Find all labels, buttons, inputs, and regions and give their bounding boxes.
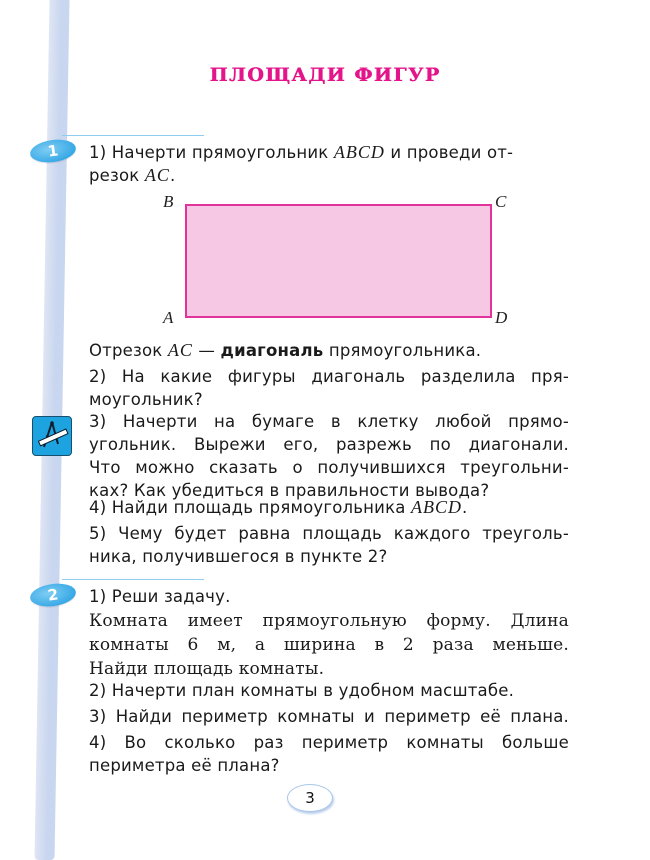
page-title: ПЛОЩАДИ ФИГУР xyxy=(209,64,441,86)
vertex-label-b: B xyxy=(163,192,174,211)
q3-line4: ках? Как убедиться в правильности вывода? xyxy=(89,481,490,500)
task-1-intro xyxy=(89,141,569,187)
period: . xyxy=(169,166,176,185)
task-2-problem xyxy=(89,609,569,681)
q4-line2: периметра её плана? xyxy=(89,756,280,775)
task-1-badge: 1 xyxy=(29,137,78,165)
task-1-question-3 xyxy=(89,410,569,502)
dash: — xyxy=(198,341,216,360)
definition-text: Отрезок xyxy=(89,341,163,360)
math-ac: AC xyxy=(144,165,170,185)
intro-text: 1) Начерти прямоугольник xyxy=(89,143,329,162)
intro-text-line2: резок xyxy=(89,166,140,185)
vertex-label-a: A xyxy=(163,308,174,327)
task-2-question-1 xyxy=(89,585,569,608)
vertex-label-d: D xyxy=(495,308,508,327)
problem-line3: Найди площадь комнаты. xyxy=(89,659,325,679)
term-diagonal: диагональ xyxy=(220,341,324,360)
page-number: 3 xyxy=(287,784,333,812)
problem-line1: Комната имеет прямоугольную форму. Длина xyxy=(89,611,569,631)
q3-line2: угольник. Вырежи его, разрежь по диагонали. xyxy=(89,435,569,454)
period: . xyxy=(462,498,468,517)
q3-line: 3) Найди периметр комнаты и периметр её плана. xyxy=(89,707,569,726)
task-1-question-4 xyxy=(89,496,569,519)
math-abcd: ABCD xyxy=(411,497,463,517)
task-2-badge: 2 xyxy=(29,581,78,609)
task-1-definition xyxy=(89,339,569,362)
q5-line1: 5) Чему будет равна площадь каждого треуголь- xyxy=(89,524,569,543)
q4-line1: 4) Во сколько раз периметр комнаты больше xyxy=(89,733,569,752)
q3-line3: Что можно сказать о получившихся треугольни- xyxy=(89,458,569,477)
task-2-rule xyxy=(62,579,204,580)
q4-text: 4) Найди площадь прямоугольника xyxy=(89,498,406,517)
intro-text-cont: и проведи от- xyxy=(390,143,514,162)
task-1-question-2 xyxy=(89,365,569,411)
vertex-label-c: C xyxy=(495,192,507,211)
definition-text-cont: прямоугольника. xyxy=(328,341,482,360)
problem-line2: комнаты 6 м, а ширина в 2 раза меньше. xyxy=(89,635,569,655)
q2-line: 2) Начерти план комнаты в удобном масштабе. xyxy=(89,681,515,700)
q5-line2: ника, получившегося в пункте 2? xyxy=(89,547,388,566)
task-1-question-5 xyxy=(89,522,569,568)
task-1-rule xyxy=(62,135,204,136)
rectangle-abcd-figure xyxy=(160,190,520,330)
rectangle-shape xyxy=(185,204,492,318)
q1-line: 1) Реши задачу. xyxy=(89,587,231,606)
compass-ruler-icon xyxy=(32,416,72,456)
q2-line1: 2) На какие фигуры диагональ разделила пря- xyxy=(89,367,569,386)
q3-line1: 3) Начерти на бумаге в клетку любой прямо- xyxy=(89,412,569,431)
math-abcd: ABCD xyxy=(333,142,385,162)
task-2-question-4 xyxy=(89,731,569,777)
task-2-question-3 xyxy=(89,705,569,728)
task-2-question-2 xyxy=(89,679,569,702)
q2-line2: моугольник? xyxy=(89,390,203,409)
math-ac: AC xyxy=(167,340,193,360)
